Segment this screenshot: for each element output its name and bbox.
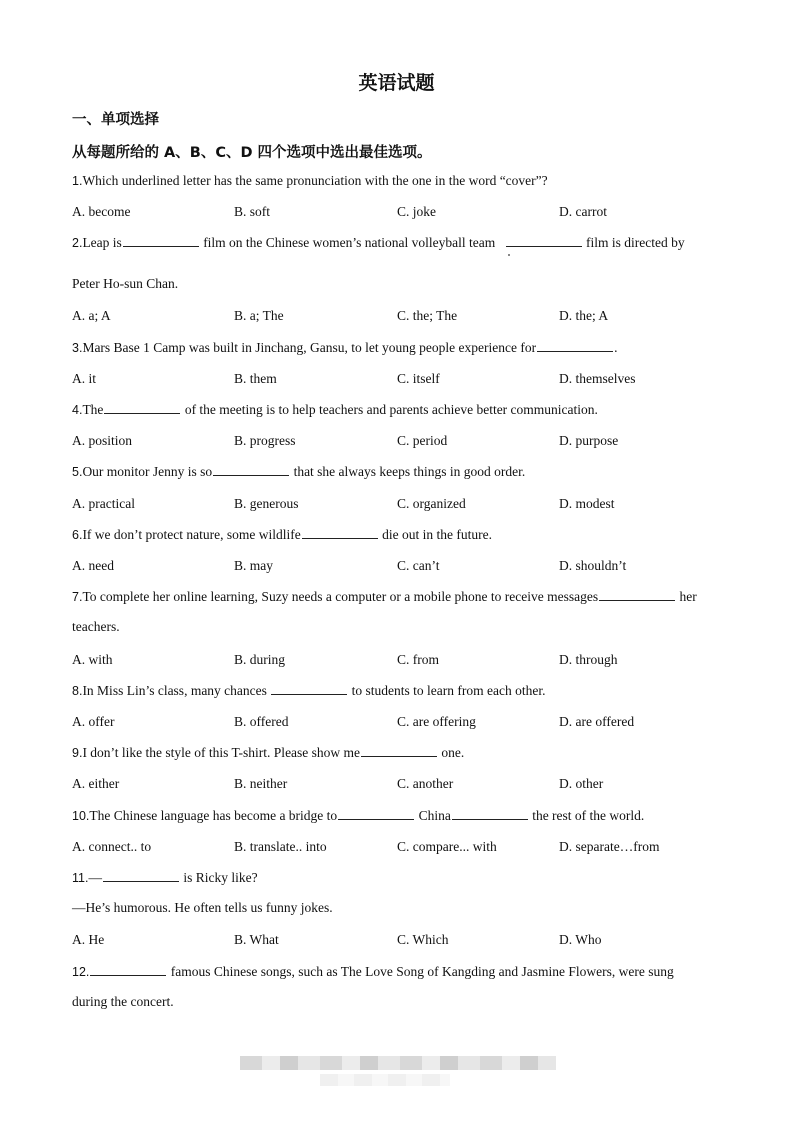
option-d[interactable]: D. modest — [559, 496, 615, 511]
question-number: 4. — [72, 403, 83, 417]
question-3 — [72, 339, 722, 357]
answer-blank[interactable] — [599, 588, 675, 601]
question-number: 9. — [72, 746, 83, 760]
question-7 — [72, 588, 732, 606]
option-d[interactable]: D. shouldn’t — [559, 558, 627, 573]
question-number: 12. — [72, 965, 90, 979]
option-b[interactable]: B. a; The — [234, 308, 284, 323]
option-a[interactable]: A. practical — [72, 496, 135, 511]
option-b[interactable]: B. generous — [234, 496, 299, 511]
blurred-footer-watermark — [240, 1054, 556, 1088]
question-7-continuation: teachers. — [72, 619, 120, 634]
question-text-pre: Leap is — [82, 235, 122, 250]
option-d[interactable]: D. through — [559, 652, 618, 667]
question-text-post: is Ricky like? — [183, 870, 258, 885]
option-d[interactable]: D. the; A — [559, 308, 609, 323]
option-a[interactable]: A. become — [72, 204, 131, 219]
question-9 — [72, 744, 722, 762]
option-c[interactable]: C. organized — [397, 496, 466, 511]
answer-blank[interactable] — [103, 869, 179, 882]
question-text-post: . — [614, 340, 618, 355]
question-number: 11. — [72, 871, 89, 885]
question-6 — [72, 526, 722, 544]
option-c[interactable]: C. Which — [397, 932, 449, 947]
option-d[interactable]: D. separate…from — [559, 839, 660, 854]
option-c[interactable]: C. the; The — [397, 308, 458, 323]
option-c[interactable]: C. from — [397, 652, 439, 667]
question-text-post: that she always keeps things in good order. — [293, 464, 526, 479]
option-a[interactable]: A. either — [72, 776, 120, 791]
question-text-pre: — — [88, 870, 102, 885]
option-d[interactable]: D. carrot — [559, 204, 607, 219]
question-1 — [72, 172, 722, 190]
answer-blank[interactable] — [537, 339, 613, 352]
question-12 — [72, 963, 722, 981]
blurred-bar — [320, 1074, 450, 1086]
question-10 — [72, 807, 722, 825]
question-number: 1. — [72, 174, 83, 188]
option-a[interactable]: A. a; A — [72, 308, 111, 323]
option-d[interactable]: D. purpose — [559, 433, 619, 448]
option-a[interactable]: A. He — [72, 932, 105, 947]
question-text-pre: I don’t like the style of this T-shirt. Please show me — [82, 745, 361, 760]
question-8 — [72, 682, 722, 700]
question-text-post: to students to learn from each other. — [351, 683, 546, 698]
question-text-pre: The — [82, 402, 104, 417]
option-c[interactable]: C. compare... with — [397, 839, 497, 854]
option-d[interactable]: D. Who — [559, 932, 602, 947]
question-text-pre: In Miss Lin’s class, many chances — [82, 683, 267, 698]
question-11-continuation: —He’s humorous. He often tells us funny jokes. — [72, 900, 333, 915]
option-a[interactable]: A. offer — [72, 714, 115, 729]
blurred-bar — [240, 1056, 556, 1070]
option-c[interactable]: C. another — [397, 776, 454, 791]
question-text-post: of the meeting is to help teachers and parents achieve better communication. — [184, 402, 598, 417]
question-number: 10. — [72, 809, 90, 823]
option-a[interactable]: A. position — [72, 433, 133, 448]
question-text-post: the rest of the world. — [532, 808, 645, 823]
answer-blank[interactable] — [213, 463, 289, 476]
answer-blank[interactable] — [90, 963, 166, 976]
question-5 — [72, 463, 722, 481]
question-number: 6. — [72, 528, 83, 542]
option-c[interactable]: C. itself — [397, 371, 440, 386]
question-text-post: famous Chinese songs, such as The Love Song of Kangding and Jasmine Flowers, were sung — [170, 964, 674, 979]
question-text-pre: The Chinese language has become a bridge to — [89, 808, 338, 823]
question-text-post: one. — [441, 745, 465, 760]
page-title: 英语试题 — [358, 72, 435, 94]
question-2 — [72, 234, 722, 252]
option-b[interactable]: B. What — [234, 932, 279, 947]
question-text-mid: film on the Chinese women’s national volleyball team — [203, 235, 496, 250]
option-c[interactable]: C. joke — [397, 204, 436, 219]
question-number: 8. — [72, 684, 83, 698]
option-c[interactable]: C. are offering — [397, 714, 476, 729]
answer-blank[interactable] — [271, 682, 347, 695]
question-text-post: her — [679, 589, 697, 604]
question-12-continuation: during the concert. — [72, 994, 174, 1009]
question-text-post: die out in the future. — [382, 527, 492, 542]
question-4 — [72, 401, 722, 419]
option-d[interactable]: D. themselves — [559, 371, 636, 386]
instruction: 从每题所给的 A、B、C、D 四个选项中选出最佳选项。 — [72, 145, 432, 161]
question-number: 3. — [72, 341, 83, 355]
question-number: 5. — [72, 465, 83, 479]
option-d[interactable]: D. other — [559, 776, 604, 791]
option-b[interactable]: B. progress — [234, 433, 296, 448]
answer-blank[interactable] — [302, 526, 378, 539]
option-b[interactable]: B. offered — [234, 714, 289, 729]
answer-blank[interactable] — [506, 234, 582, 247]
question-2-continuation: Peter Ho-sun Chan. — [72, 276, 179, 291]
stray-dot — [508, 254, 510, 256]
option-a[interactable]: A. connect.. to — [72, 839, 152, 854]
section-heading: 一、单项选择 — [72, 112, 159, 128]
answer-blank[interactable] — [123, 234, 199, 247]
answer-blank[interactable] — [361, 744, 437, 757]
option-b[interactable]: B. neither — [234, 776, 288, 791]
option-a[interactable]: A. it — [72, 371, 97, 386]
question-text-post: film is directed by — [586, 235, 685, 250]
question-number: 2. — [72, 236, 83, 250]
question-11 — [72, 869, 722, 887]
question-number: 7. — [72, 590, 83, 604]
answer-blank[interactable] — [452, 807, 528, 820]
answer-blank[interactable] — [338, 807, 414, 820]
question-text-pre: If we don’t protect nature, some wildlife — [82, 527, 301, 542]
question-text-mid: China — [418, 808, 451, 823]
option-b[interactable]: B. during — [234, 652, 286, 667]
option-c[interactable]: C. can’t — [397, 558, 440, 573]
answer-blank[interactable] — [104, 401, 180, 414]
option-b[interactable]: B. may — [234, 558, 273, 573]
option-b[interactable]: B. translate.. into — [234, 839, 327, 854]
question-text-pre: Our monitor Jenny is so — [82, 464, 213, 479]
question-text-pre: Mars Base 1 Camp was built in Jinchang, Gansu, to let young people experience for — [82, 340, 537, 355]
question-text-pre: To complete her online learning, Suzy needs a computer or a mobile phone to receive messages — [82, 589, 599, 604]
option-b[interactable]: B. them — [234, 371, 277, 386]
option-d[interactable]: D. are offered — [559, 714, 635, 729]
option-c[interactable]: C. period — [397, 433, 448, 448]
question-text: Which underlined letter has the same pronunciation with the one in the word “cover”? — [82, 173, 548, 188]
option-b[interactable]: B. soft — [234, 204, 271, 219]
option-a[interactable]: A. need — [72, 558, 114, 573]
option-a[interactable]: A. with — [72, 652, 113, 667]
